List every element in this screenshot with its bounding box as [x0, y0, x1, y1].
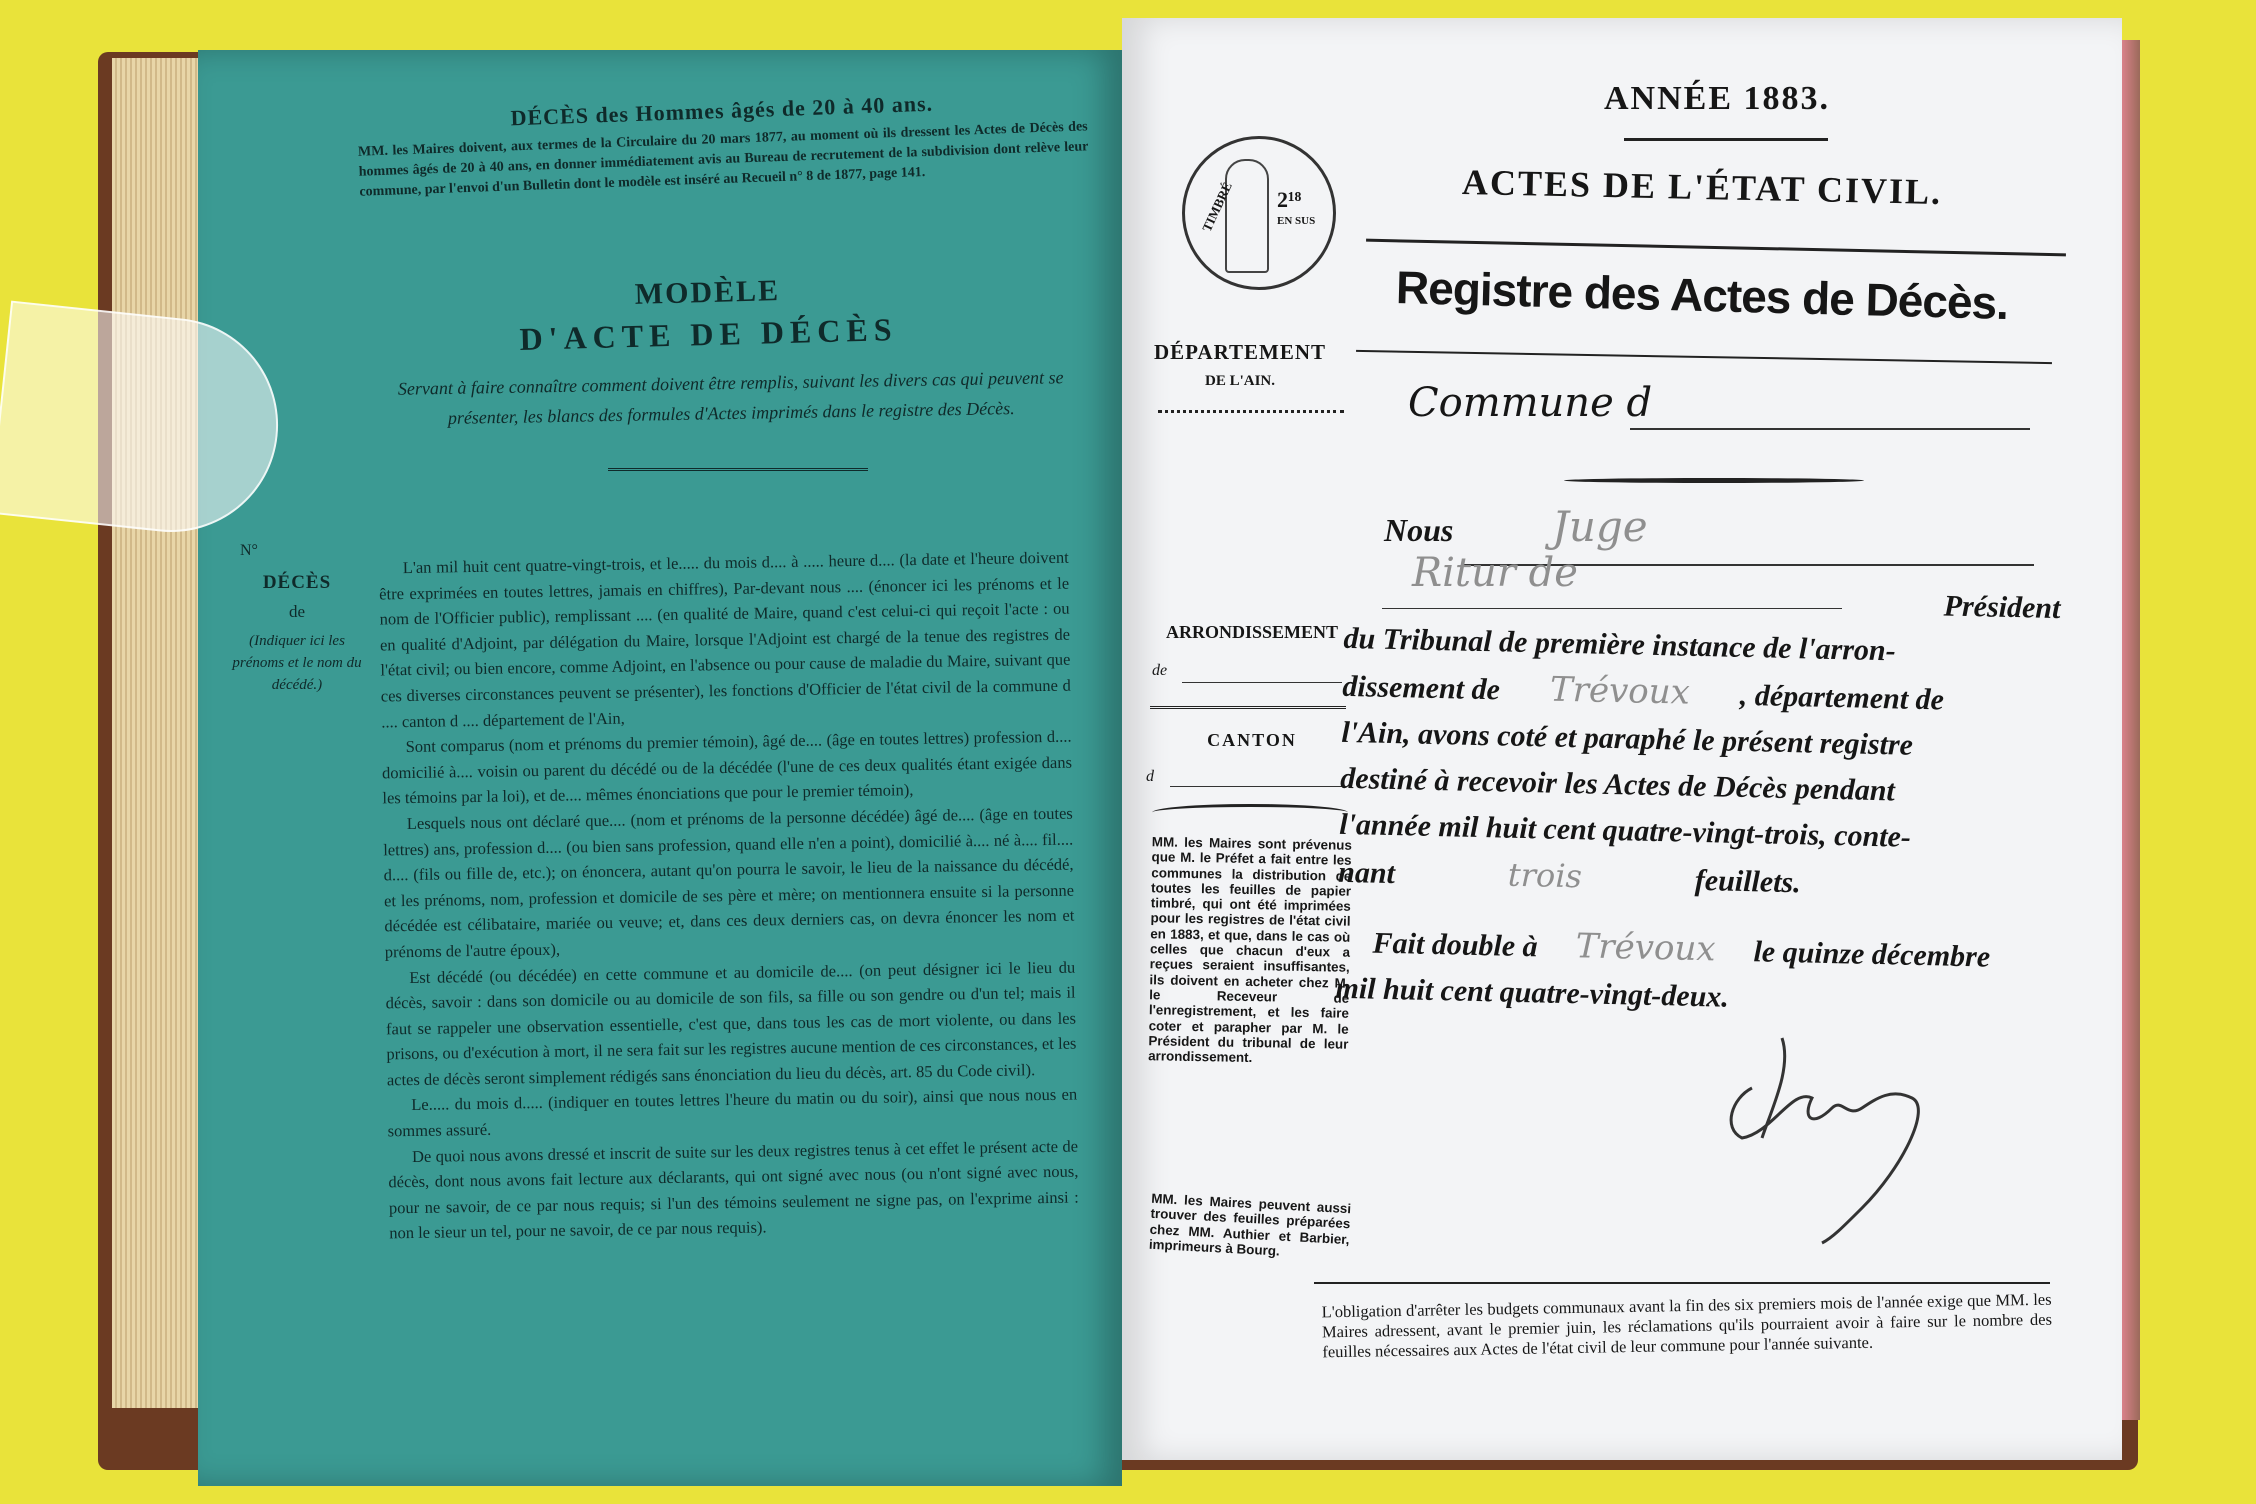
- ornament-divider: [608, 468, 868, 481]
- ornament-rule: [1624, 138, 1828, 147]
- model-paragraph: L'an mil huit cent quatre-vingt-trois, et le..... du mois d.... à ..... heure d.... (la date et l'heure doivent être exprimées en toutes lettres, jamais en chiffres), Par-devant nous .... (énoncer ici les prénoms et le nom de l'Officier public), remplissant .... (en qualité de Maire, quand c'est celui-ci qui reçoit l'acte : ou en qualité d'Adjoint, par délégation du Maire, lorsque l'Adjoint est chargé de la tenue des registres de l'état civil; ou bien encore, comme Adjoint, en l'absence ou pour cause de maladie du Maire, suivant que ces diverses circonstances peuvent se présenter), les fonctions d'Officier de l'état civil de la commune d .... canton d .... département de l'Ain,: [379, 547, 1071, 732]
- year-heading: ANNÉE 1883.: [1603, 80, 1831, 117]
- model-paragraph: Est décédé (ou décédée) en cette commune et au domicile de.... (on peut désigner ici le lieu du décès, savoir : dans son domicile ou au domicile de son fils, sa fille ou son gendre ou d'un tel; mais il faut se rappeler une observation essentielle, c'est que, dans tous les cas de mort violente, ou dans les prisons, ou d'exécution à mort, il ne sera fait sur les registres aucune mention de ces circonstances, et les actes de décès seront simplement rédigés sans énonciation du lieu du décès, art. 85 du Code civil).: [385, 957, 1077, 1090]
- model-title-line-2: D'ACTE DE DÉCÈS: [519, 311, 898, 357]
- model-paragraph: De quoi nous avons dressé et inscrit de suite sur les deux registres tenus à cet effet le présent acte de décès, dont nous avons fait lecture aux déclarants, qui ont signé avec nous (ou n'ont signé avec nous, pour ne savoir, de ce par nous requis; si l'un des témoins seulement ne signe pas, on l'exprime ainsi : non le sieur un tel, pour ne savoir, de ce par nous requis).: [388, 1136, 1079, 1243]
- left-page-header: [357, 85, 1090, 202]
- fait-double-line: Fait double à Trévoux le quinze décembre: [1336, 918, 2057, 982]
- canton-field-line: [1170, 786, 1342, 787]
- department-label: DÉPARTEMENT: [1153, 340, 1327, 364]
- signature-graphic: [1662, 1028, 1962, 1248]
- department-name: DE L'AIN.: [1204, 373, 1275, 389]
- declaration-text: [1335, 570, 2065, 1028]
- handwritten-count: trois: [1507, 855, 1583, 896]
- arrondissement-de: de: [1152, 662, 1168, 679]
- stamp-value: 2¹⁸: [1277, 187, 1302, 212]
- commune-label: Commune d: [1408, 380, 1653, 426]
- arrondissement-divider: [1150, 706, 1346, 709]
- declaration-line: destiné à recevoir les Actes de Décès pendant: [1340, 761, 1896, 808]
- declaration-line: nant trois feuillets.: [1338, 848, 2059, 912]
- maires-note-timbre: MM. les Maires sont prévenus que M. le Préfet a fait entre les communes la distribution de toutes les feuilles de papier timbré, qui ont été imprimées pour les registres de l'état civil en 1883, et que, dans le cas où celles que chacun d'eux a reçues seraient insuffisantes, ils doivent en acheter chez M. le Receveur de l'enregistrement, et les faire coter et parapher par M. le Président du tribunal de leur arrondissement.: [1148, 834, 1352, 1066]
- title-rule: [1366, 239, 2066, 257]
- commune-field-line: [1630, 428, 2030, 430]
- arrondissement-field-line: [1182, 682, 1342, 683]
- subtitle-rule: [1356, 350, 2052, 364]
- canton-d: d: [1146, 768, 1154, 785]
- handwritten-juge: Juge: [1552, 502, 1648, 551]
- deces-heading: DÉCÈS des Hommes âgés de 20 à 40 ans.: [510, 90, 934, 131]
- justice-figure-icon: [1225, 159, 1269, 273]
- handwritten-place: Trévoux: [1549, 669, 1691, 713]
- arrondissement-label: ARRONDISSEMENT: [1165, 622, 1339, 642]
- serving-text: Servant à faire connaître comment doivent être remplis, suivant les divers cas qui peuvent se présenter, les blancs des formules d'Actes imprimés dans le registre des Décès.: [397, 367, 1064, 428]
- model-paragraph: Le..... du mois d..... (indiquer en toutes lettres l'heure du matin ou du soir), ainsi que nous nous en sommes assuré.: [387, 1085, 1078, 1141]
- department-block: [1140, 340, 1340, 390]
- president-word: Président: [1943, 589, 2061, 626]
- bottom-rule: [1314, 1282, 2050, 1284]
- margin-de: de: [288, 602, 306, 621]
- register-title: ACTES DE L'ÉTAT CIVIL.: [1461, 161, 1943, 213]
- page-edge: [2122, 40, 2140, 1420]
- circulaire-notice: MM. les Maires doivent, aux termes de la Circulaire du 20 mars 1877, au moment où ils dressent les Actes de Décès des hommes âgés de 20 à 40 ans, en donner immédiatement avis au Bureau de recrutement de la subdivision dont relève leur commune, par l'envoi d'un Bulletin dont le modèle est inséré au Recueil n° 8 de 1877, page 141.: [357, 119, 1089, 200]
- ornament-rule: [1564, 478, 1864, 483]
- margin-number: N°: [240, 542, 258, 559]
- stamp-label: TIMBRÉ: [1198, 179, 1235, 234]
- declaration-line: du Tribunal de première instance de l'arron-: [1343, 621, 1897, 668]
- model-paragraph: Lesquels nous ont déclaré que.... (nom et prénoms de la personne décédée) âgé de.... (âge en toutes lettres) ans, profession d.... (ou bien sans profession, quand elle n'en a point), domicilié à.... né à.... fil.... d.... (fils ou fille de, etc.); on énoncera, autant qu'on pourra le savoir, le lieu de la naissance du décédé, et les prénoms, nom, profession et domicile de ses père et mère; on mentionnera ensuite si la personne décédée est célibataire, mariée ou veuve; et, dans ces deux derniers cas, on devra énoncer les nom et prénoms de l'autre époux),: [383, 803, 1075, 962]
- model-title: [467, 270, 949, 360]
- maires-note-imprimeurs: MM. les Maires peuvent aussi trouver des feuilles préparées chez MM. Authier et Barbier, imprimeurs à Bourg.: [1148, 1190, 1352, 1259]
- fait-year-line: mil huit cent quatre-vingt-deux.: [1335, 971, 1730, 1014]
- margin-deces: DÉCÈS: [262, 572, 332, 593]
- model-body: [379, 545, 1080, 1247]
- nous-label: Nous: [1384, 512, 1454, 548]
- declaration-line: l'Ain, avons coté et paraphé le présent registre: [1341, 715, 1914, 762]
- handwritten-name: Ritur de: [1412, 550, 1578, 596]
- register-subtitle: Registre des Actes de Décès.: [1395, 260, 2009, 330]
- margin-instruction: (Indiquer ici les prénoms et le nom du décédé.): [232, 633, 362, 693]
- handwritten-place-2: Trévoux: [1575, 926, 1716, 970]
- declaration-line: dissement de Trévoux , département de: [1342, 662, 2063, 726]
- page-stack: [112, 58, 210, 1408]
- brace-divider: [1152, 804, 1348, 821]
- declaration-line: l'année mil huit cent quatre-vingt-trois, conte-: [1338, 807, 1912, 854]
- margin-label: [232, 572, 362, 696]
- model-paragraph: Sont comparus (nom et prénoms du premier témoin), âgé de.... (âge en toutes lettres) profession d.... domicilié à.... voisin ou parent du décédé ou de la décédée (l'une de ces deux qualités étant exigée dans les témoins par la loi), et de.... mêmes énonciations que pour le premier témoin),: [381, 726, 1073, 808]
- department-divider: [1158, 410, 1344, 413]
- stamp-en-sus: EN SUS: [1277, 215, 1316, 227]
- budget-notice: L'obligation d'arrêter les budgets communaux avant la fin des six premiers mois de l'année exige que MM. les Maires adressent, avant le premier juin, les réclamations qu'ils pourraient avoir à faire sur le nombre des feuilles nécessaires aux Actes de l'état civil de leur commune pour l'année suivante.: [1321, 1289, 2053, 1362]
- right-page: [1122, 18, 2122, 1460]
- left-page: [198, 50, 1122, 1486]
- canton-label: CANTON: [1207, 730, 1297, 750]
- timbre-stamp: [1182, 136, 1336, 290]
- model-title-line-1: MODÈLE: [634, 274, 781, 311]
